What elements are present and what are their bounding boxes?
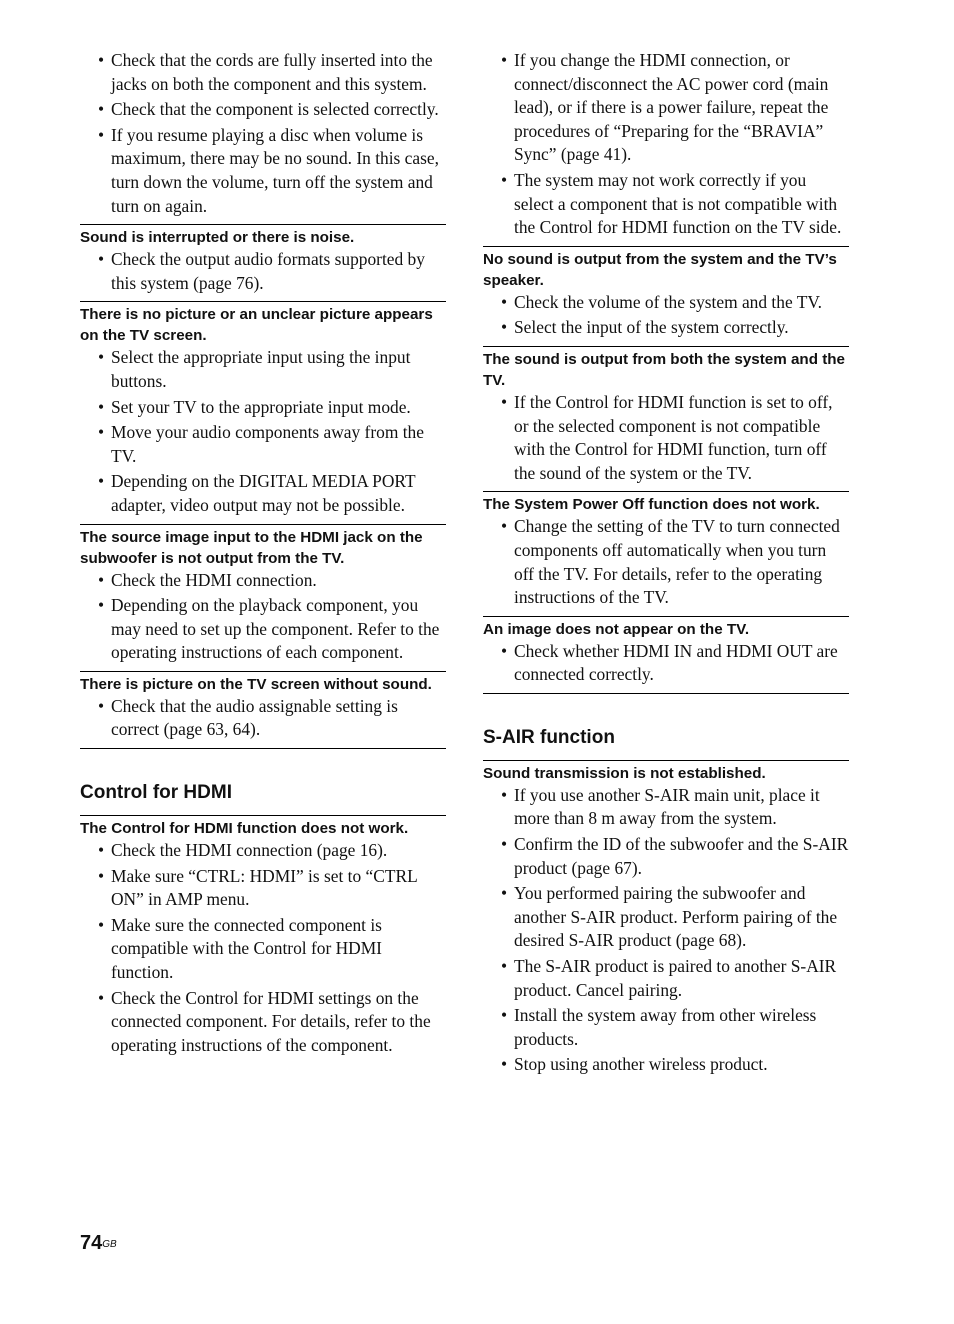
problem-heading: The source image input to the HDMI jack on the subwoofer is not output from the TV. (80, 524, 446, 569)
bullet-item: • You performed pairing the subwoofer and another S-AIR product. Perform pairing of the desired S-AIR product (page 68). (483, 882, 849, 953)
bullet-item: • Make sure the connected component is compatible with the Control for HDMI function. (80, 914, 446, 985)
page-number (80, 1230, 117, 1256)
bullet-item: • Install the system away from other wireless products. (483, 1004, 849, 1051)
bullet-item: • Check that the audio assignable setting is correct (page 63, 64). (80, 695, 446, 742)
bullet-item: • Select the input of the system correctly. (483, 316, 849, 340)
bullet-item: • Select the appropriate input using the input buttons. (80, 346, 446, 393)
bullet-item: • Depending on the playback component, you may need to set up the component. Refer to the operating instructions of each component. (80, 594, 446, 665)
divider (483, 693, 849, 694)
problem-heading: Sound transmission is not established. (483, 760, 849, 784)
bullet-list (80, 695, 446, 742)
bullet-item: • If you change the HDMI connection, or connect/disconnect the AC power cord (main lead), or if there is a power failure, repeat the procedures of “Preparing for the “BRAVIA” Sync” (page 41). (483, 49, 849, 167)
left-column (80, 49, 446, 1059)
page-number-value: 74 (80, 1232, 103, 1254)
bullet-list (483, 291, 849, 340)
problem-heading: The Control for HDMI function does not work. (80, 815, 446, 839)
bullet-item: • Check the volume of the system and the TV. (483, 291, 849, 315)
problem-heading: The sound is output from both the system and the TV. (483, 346, 849, 391)
bullet-list (483, 515, 849, 609)
divider (80, 748, 446, 749)
bullet-item: • Stop using another wireless product. (483, 1053, 849, 1077)
bullet-item: • Check that the component is selected correctly. (80, 98, 446, 122)
bullet-list (483, 391, 849, 485)
bullet-list (483, 640, 849, 687)
bullet-item: • If you use another S-AIR main unit, place it more than 8 m away from the system. (483, 784, 849, 831)
bullet-item: • Set your TV to the appropriate input mode. (80, 396, 446, 420)
section-title-control-for-hdmi: Control for HDMI (80, 782, 232, 804)
bullet-item: • Change the setting of the TV to turn connected components off automatically when you turn off the TV. For details, refer to the operating instructions of the TV. (483, 515, 849, 609)
bullet-item: • Check the HDMI connection. (80, 569, 446, 593)
bullet-item: • Check that the cords are fully inserted into the jacks on both the component and this system. (80, 49, 446, 96)
problem-heading: There is no picture or an unclear picture appears on the TV screen. (80, 301, 446, 346)
bullet-item: • Check the Control for HDMI settings on the connected component. For details, refer to the operating instructions of the component. (80, 987, 446, 1058)
section-title-s-air-function: S-AIR function (483, 726, 615, 748)
page-number-suffix: GB (102, 1239, 117, 1250)
bullet-item: • Depending on the DIGITAL MEDIA PORT adapter, video output may not be possible. (80, 470, 446, 517)
bullet-list (80, 346, 446, 517)
bullet-list (80, 49, 446, 218)
bullet-item: • Check the HDMI connection (page 16). (80, 839, 446, 863)
bullet-item: • If the Control for HDMI function is set to off, or the selected component is not compatible with the Control for HDMI function, turn off the sound of the system or the TV. (483, 391, 849, 485)
bullet-item: • The S-AIR product is paired to another S-AIR product. Cancel pairing. (483, 955, 849, 1002)
bullet-item: • Check whether HDMI IN and HDMI OUT are connected correctly. (483, 640, 849, 687)
bullet-list (80, 839, 446, 1057)
bullet-item: • Make sure “CTRL: HDMI” is set to “CTRL ON” in AMP menu. (80, 865, 446, 912)
bullet-item: • The system may not work correctly if you select a component that is not compatible with the Control for HDMI function on the TV side. (483, 169, 849, 240)
problem-heading: There is picture on the TV screen without sound. (80, 671, 446, 695)
bullet-list (483, 49, 849, 240)
problem-heading: An image does not appear on the TV. (483, 616, 849, 640)
bullet-item: • Move your audio components away from the TV. (80, 421, 446, 468)
bullet-item: • Check the output audio formats supported by this system (page 76). (80, 248, 446, 295)
bullet-item: • If you resume playing a disc when volume is maximum, there may be no sound. In this case, turn down the volume, turn off the system and turn on again. (80, 124, 446, 218)
bullet-list (80, 248, 446, 295)
problem-heading: Sound is interrupted or there is noise. (80, 224, 446, 248)
problem-heading: No sound is output from the system and the TV’s speaker. (483, 246, 849, 291)
right-column (483, 49, 849, 1079)
problem-heading: The System Power Off function does not work. (483, 491, 849, 515)
bullet-item: • Confirm the ID of the subwoofer and the S-AIR product (page 67). (483, 833, 849, 880)
bullet-list (80, 569, 446, 665)
bullet-list (483, 784, 849, 1077)
